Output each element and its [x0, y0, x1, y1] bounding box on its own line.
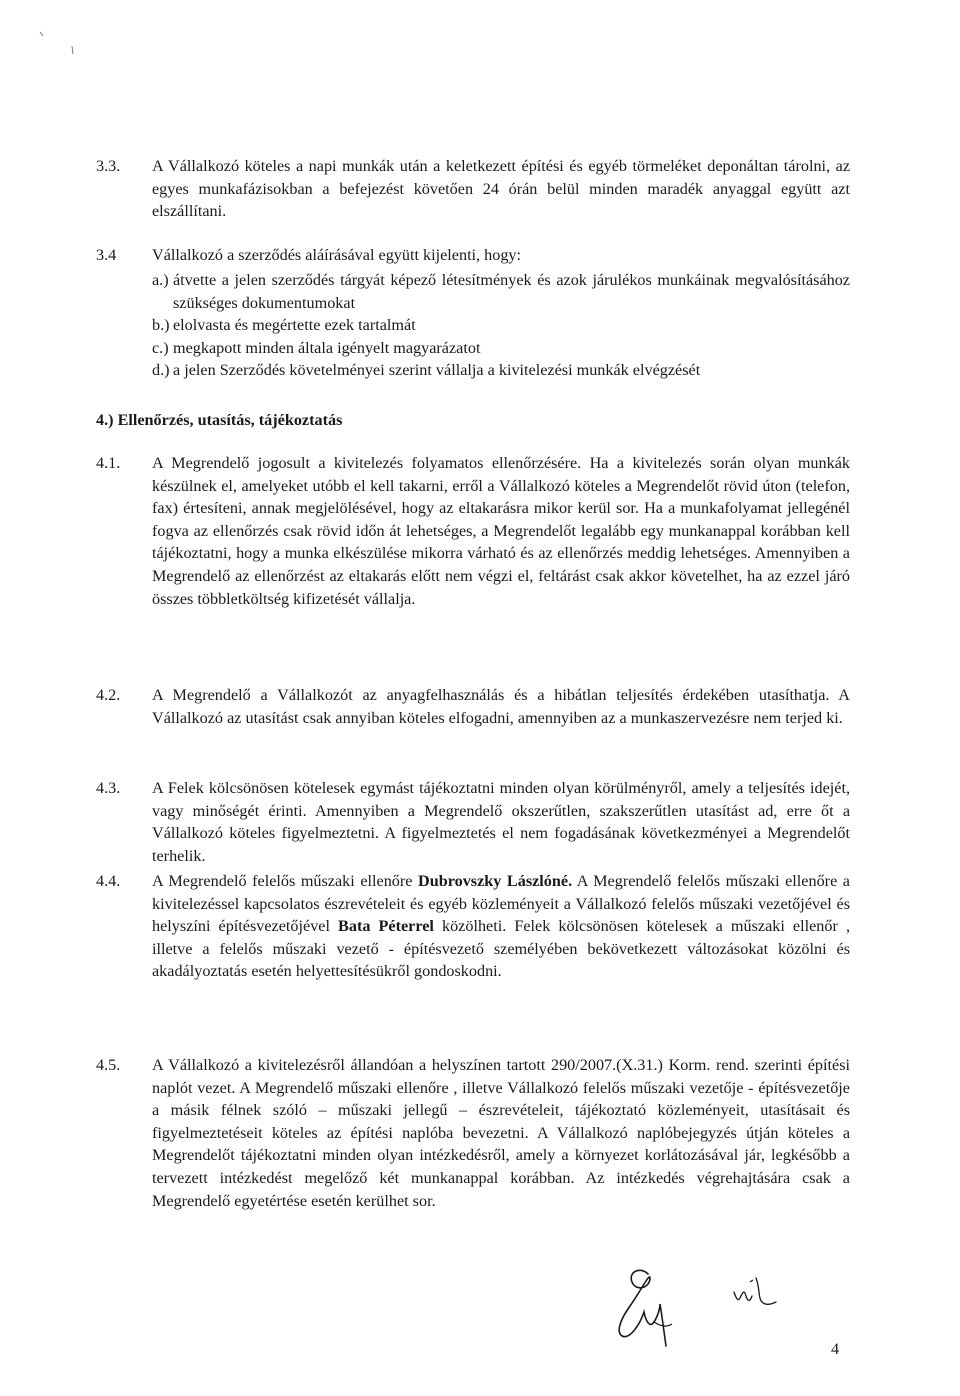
list-letter: d.): [152, 361, 170, 380]
list-text: átvette a jelen szerződés tárgyát képező létesítmények és azok járulékos munkáinak megvalósításához szükséges dokumentumokat: [173, 271, 850, 312]
section-intro: Vállalkozó a szerződés aláírásával együtt kijelenti, hogy:: [152, 246, 522, 264]
section-4-3: [96, 777, 850, 867]
section-number: 4.3.: [96, 779, 121, 797]
list-item: [152, 269, 850, 314]
section-4-2: [96, 684, 850, 729]
text-run: közölheti. Felek kölcsönösen kötelesek a műszaki ellenőr , illetve a felelős műszaki vezető - építésvezető személyében bekövetkezett változásokat közölni és akadályoztatás esetén helyettesítésükről gondoskodni.: [152, 917, 850, 981]
list-item: [152, 359, 850, 382]
section-text: A Megrendelő a Vállalkozót az anyagfelhasználás és a hibátlan teljesítés érdekében utasíthatja. A Vállalkozó az utasítást csak annyiban köteles elfogadni, amennyiben az a munkaszervezésre nem terjed ki.: [152, 686, 850, 727]
text-run: A Megrendelő felelős műszaki ellenőre a kivitelezéssel kapcsolatos észrevételeit és egyéb közleményeit a Vállalkozó felelős műszaki vezetőjével és helyszíni építésvezetőjével: [152, 872, 850, 936]
section-text: A Vállalkozó köteles a napi munkák után a keletkezett építési és egyéb törmeléket deponáltan tárolni, az egyes munkafázisokban a befejezést követően 24 órán belül minden maradék anyaggal együtt azt elszállítani.: [152, 157, 850, 221]
text-run: A Megrendelő felelős műszaki ellenőre: [152, 872, 419, 890]
list-item: [152, 314, 850, 337]
section-number: 4.4.: [96, 872, 121, 890]
section-text: A Felek kölcsönösen kötelesek egymást tájékoztatni minden olyan körülményről, amely a teljesítés idejét, vagy minőségét érinti. Amennyiben a Megrendelő okszerűtlen, szakszerűtlen utasítást ad, erre őt a Vállalkozó köteles figyelmeztetni. A figyelmeztetés el nem fogadásának következményei a Megrendelőt terhelik.: [152, 779, 850, 865]
section-3-3: [96, 155, 850, 223]
section-number: 4.5.: [96, 1056, 121, 1074]
list-item: [152, 337, 850, 360]
section-number: 4.1.: [96, 454, 121, 472]
section-4-5: [96, 1054, 850, 1212]
section-text: A Megrendelő jogosult a kivitelezés folyamatos ellenőrzésére. Ha a kivitelezés során olyan munkák készülnek el, amelyeket utóbb el kell takarni, erről a Vállalkozó köteles a Megrendelőt rövid úton (telefon, fax) értesíteni, annak megjelölésével, hogy az eltakarásra mikor kerül sor. Ha a munkafolyamat jellegénél fogva az ellenőrzés csak rövid időn át lehetséges, a Megrendelőt legalább egy munkanappal korábban kell tájékoztatni, hogy a munka elkészülése mikorra várható és az ellenőrzés meddig lehetséges. Amennyiben a Megrendelő az ellenőrzést az eltakarás előtt nem végzi el, feltárást csak akkor követelhet, ha az ezzel járó összes többletköltség kifizetését vállalja.: [152, 454, 850, 608]
section-text: A Vállalkozó a kivitelezésről állandóan a helyszínen tartott 290/2007.(X.31.) Korm. rend. szerinti építési naplót vezet. A Megrendelő műszaki ellenőre , illetve Vállalkozó felelős műszaki vezetője - építésvezetője a másik félnek szóló – műszaki jellegű – észrevételeit, tájékoztató közleményeit, utasításait és figyelmeztetéseit köteles az építési naplóba bevezetni. A Vállalkozó naplóbejegyzés útján köteles a Megrendelőt tájékoztatni minden olyan intézkedésről, amely a környezet korlátozásával jár, legkésőbb a tervezett intézkedést megelőző két munkanappal korábban. Az intézkedés végrehajtására csak a Megrendelő egyetértése esetén kerülhet sor.: [152, 1056, 850, 1210]
section-heading: 4.) Ellenőrzés, utasítás, tájékoztatás: [96, 411, 343, 429]
section-4-1: [96, 452, 850, 610]
signature: [610, 1262, 700, 1356]
section-text: [152, 870, 850, 983]
list-letter: b.): [152, 316, 170, 335]
scan-marks: [0, 0, 120, 70]
site-manager-name: Bata Péterrel: [338, 917, 434, 936]
section-3-4: [96, 244, 850, 267]
declaration-list: [152, 269, 850, 382]
inspector-name: Dubrovszky Lászlóné.: [418, 872, 573, 890]
list-text: a jelen Szerződés követelményei szerint vállalja a kivitelezési munkák elvégzését: [173, 361, 701, 380]
list-letter: c.): [152, 338, 169, 357]
section-number: 3.3.: [96, 157, 121, 175]
page-number: 4: [831, 1340, 840, 1358]
section-number: 3.4: [96, 246, 117, 264]
section-number: 4.2.: [96, 686, 121, 704]
list-text: elolvasta és megértette ezek tartalmát: [173, 316, 416, 335]
list-letter: a.): [152, 271, 169, 289]
initials: [728, 1274, 788, 1314]
section-4-4: [96, 870, 850, 983]
list-text: megkapott minden általa igényelt magyarázatot: [173, 338, 481, 357]
